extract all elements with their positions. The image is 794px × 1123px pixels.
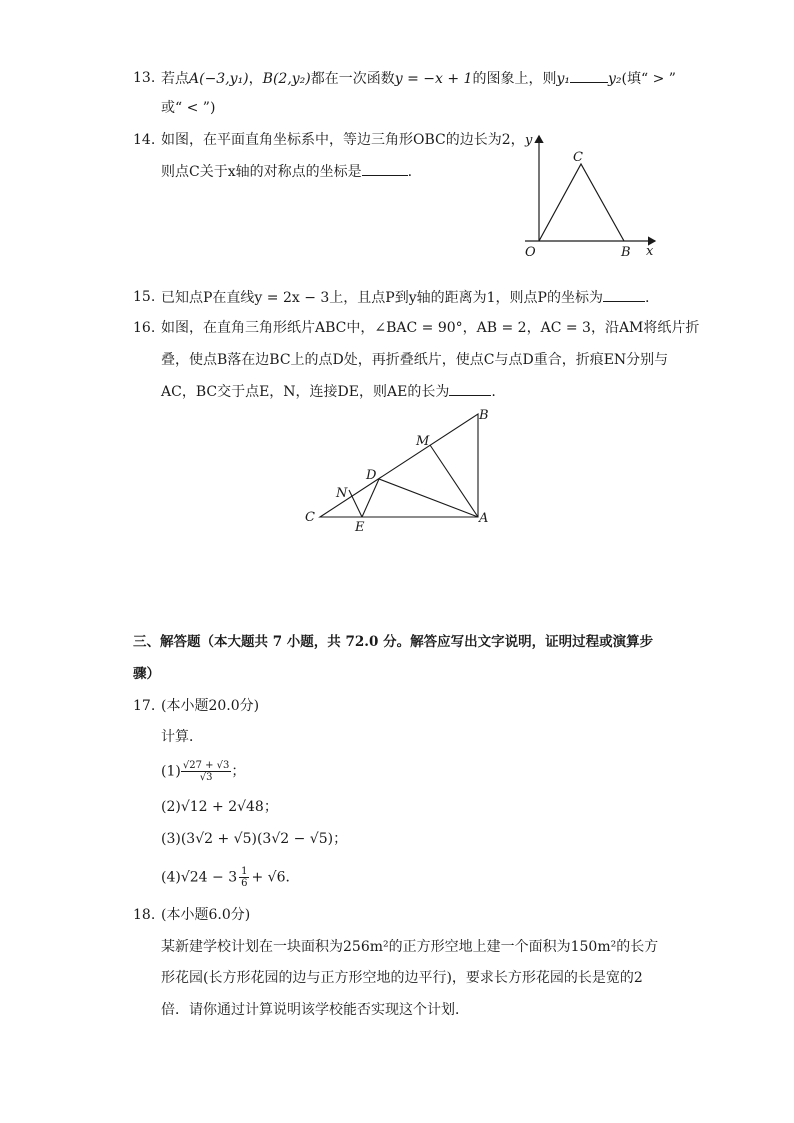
question-17-part-2: (2)√12 + 2√48； xyxy=(161,799,278,815)
q14-text-a: 则点C关于x轴的对称点的坐标是 xyxy=(161,164,362,180)
q14-label-c: C xyxy=(573,150,583,165)
question-17-score: (本小题20.0分) xyxy=(161,698,260,714)
q14-label-y: y xyxy=(525,133,533,148)
question-17-part-3: (3)(3√2 + √5)(3√2 − √5)； xyxy=(161,831,348,847)
q17-p4-numerator: 1 xyxy=(241,866,248,877)
q14-text-b: . xyxy=(407,164,413,180)
question-18-line1: 某新建学校计划在一块面积为256m²的正方形空地上建一个面积为150m²的长方 xyxy=(161,939,659,955)
q16-label-m: M xyxy=(416,434,430,449)
q17-p4-text-a: (4)√24 − 3 xyxy=(161,869,238,886)
q16-answer-blank[interactable] xyxy=(449,381,491,396)
q17-p1-fraction xyxy=(181,760,232,783)
q16-text-a: AC，BC交于点E，N，连接DE，则AE的长为 xyxy=(161,384,450,400)
q13-text-b: 都在一次函数 xyxy=(310,71,395,87)
q16-label-n: N xyxy=(336,486,348,501)
q13-sep: ， xyxy=(248,71,263,87)
q16-segment-ad xyxy=(379,479,478,517)
q17-p1-denominator: √3 xyxy=(199,772,213,783)
q17-p1-numerator: √27 + √3 xyxy=(182,760,230,771)
question-18-line3: 倍．请你通过计算说明该学校能否实现这个计划． xyxy=(161,1002,469,1018)
question-14-number: 14. xyxy=(133,132,156,148)
section-3-heading-line1: 三、解答题（本大题共 7 小题，共 72.0 分。解答应写出文字说明，证明过程或演算步 xyxy=(133,634,654,650)
q16-triangle-abc xyxy=(320,414,478,517)
q14-triangle-obc xyxy=(539,164,624,241)
q16-label-b: B xyxy=(479,408,489,423)
q14-answer-blank[interactable] xyxy=(362,161,408,176)
q14-label-o: O xyxy=(525,245,536,260)
question-17-number: 17. xyxy=(133,698,156,714)
question-13-line2: 或“ < ”) xyxy=(161,100,216,116)
question-17-part-1 xyxy=(161,760,245,783)
q13-text-a: 若点 xyxy=(161,71,189,87)
question-17-part-4 xyxy=(161,866,300,889)
q13-y1: y₁ xyxy=(556,71,570,87)
question-13-number: 13. xyxy=(133,70,156,86)
question-15-text xyxy=(161,287,649,308)
question-16-line3 xyxy=(161,381,496,402)
q14-label-x: x xyxy=(646,244,654,259)
q13-y2: y₂ xyxy=(608,71,622,87)
q13-answer-blank[interactable] xyxy=(570,68,608,83)
question-13-line1 xyxy=(161,68,676,89)
q16-triangle-figure xyxy=(300,402,500,537)
q17-p4-fraction xyxy=(239,866,249,889)
section-3-heading-line2: 骤） xyxy=(133,666,160,682)
question-17-instruction: 计算． xyxy=(161,729,203,745)
question-18-score: (本小题6.0分) xyxy=(161,907,251,923)
q16-label-d: D xyxy=(366,468,377,483)
q14-coordinate-figure xyxy=(515,128,665,263)
q13-point-b: B(2,y₂) xyxy=(262,71,311,87)
q17-p1-end: ； xyxy=(231,763,246,780)
q16-text-b: . xyxy=(491,384,496,400)
question-16-number: 16. xyxy=(133,320,156,336)
question-15-number: 15. xyxy=(133,289,156,305)
q15-text-b: . xyxy=(644,290,650,306)
question-16-line2: 叠，使点B落在边BC上的点D处，再折叠纸片，使点C与点D重合，折痕EN分别与 xyxy=(161,352,669,368)
question-14-line1: 如图，在平面直角坐标系中，等边三角形OBC的边长为2， xyxy=(161,132,525,148)
q13-text-c: 的图象上，则 xyxy=(472,71,557,87)
q14-label-b: B xyxy=(621,245,631,260)
q16-segment-am xyxy=(430,445,478,517)
q16-label-c: C xyxy=(305,510,315,525)
q13-function: y = −x + 1 xyxy=(394,71,473,87)
q15-text-a: 已知点P在直线y = 2x − 3上，且点P到y轴的距离为1，则点P的坐标为 xyxy=(161,290,603,306)
question-18-number: 18. xyxy=(133,907,156,923)
q17-p4-text-b: + √6． xyxy=(251,869,300,886)
question-18-line2: 形花园(长方形花园的边与正方形空地的边平行)，要求长方形花园的长是宽的2 xyxy=(161,970,643,986)
question-16-line1: 如图，在直角三角形纸片ABC中，∠BAC = 90°，AB = 2，AC = 3，沿AM将纸片折 xyxy=(161,320,700,336)
q17-p4-denominator: 6 xyxy=(241,878,248,889)
question-14-line2 xyxy=(161,161,412,182)
q16-label-a: A xyxy=(479,511,489,526)
q15-answer-blank[interactable] xyxy=(603,287,645,302)
q16-label-e: E xyxy=(355,520,365,535)
q13-point-a: A(−3,y₁) xyxy=(189,71,249,87)
q13-text-d: (填“ > ” xyxy=(621,71,676,87)
q17-p1-label: (1) xyxy=(161,763,181,780)
